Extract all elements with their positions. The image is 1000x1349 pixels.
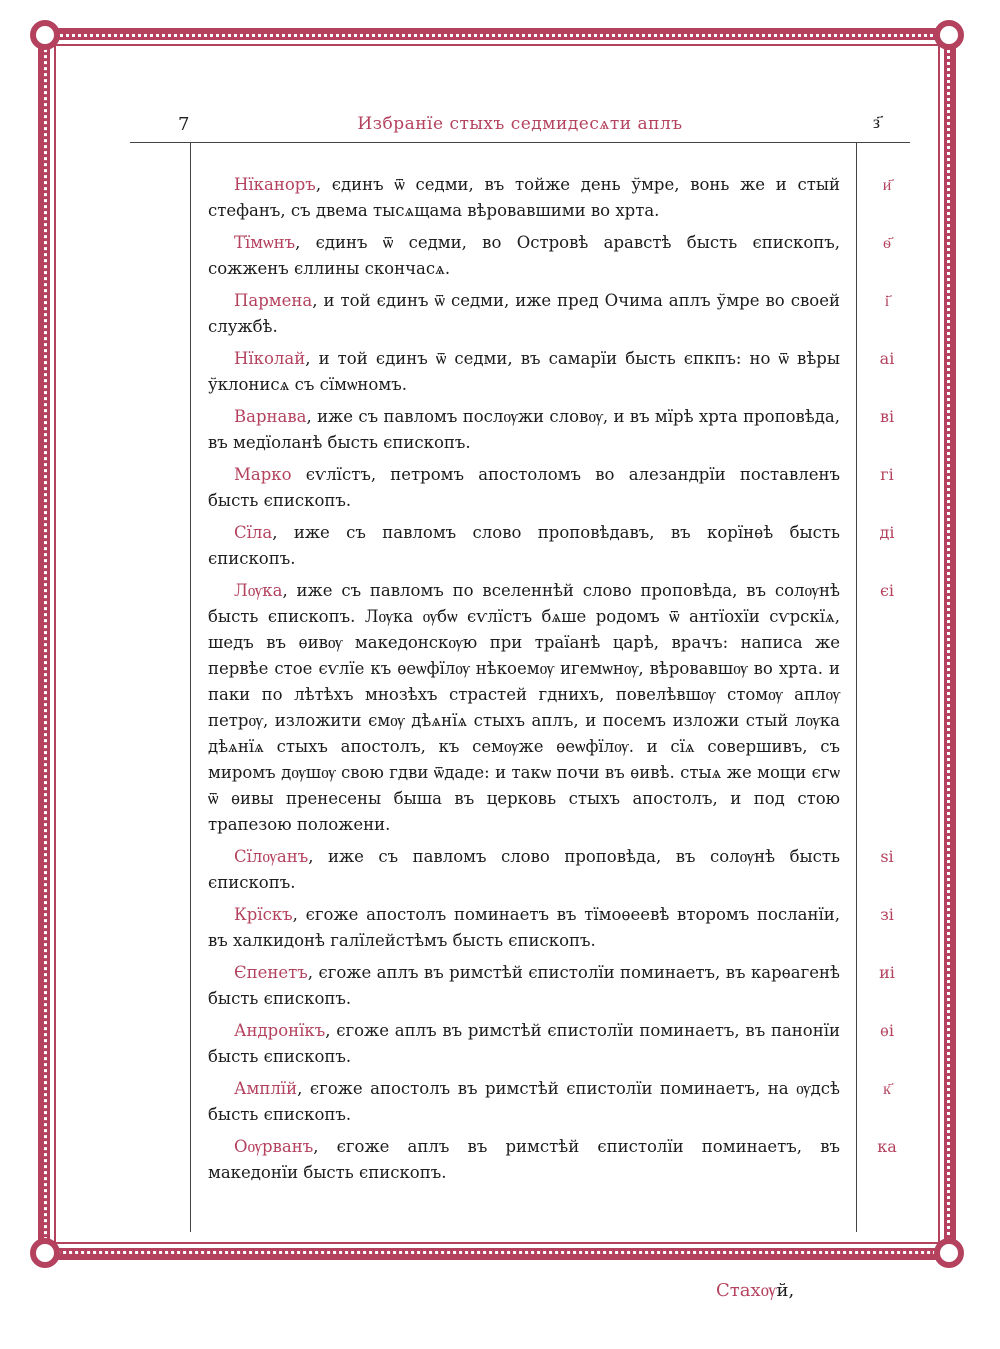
running-title: Избранїе стыхъ седмидесѧти аплъ [357, 114, 683, 134]
corner-ornament [934, 20, 964, 50]
entry-text: , иже съ павломъ слово проповѣдавъ, въ корїнѳѣ бысть єпископъ. [208, 523, 840, 568]
entry-name: Крїскъ [234, 905, 293, 924]
entry-paragraph [208, 578, 895, 838]
entry-text: , и той єдинъ ѿ седми, иже пред Очима аплъ ўмре во своей службѣ. [208, 291, 840, 336]
entry-name: Марко [234, 465, 292, 484]
entry-name: Нїколай [234, 349, 306, 368]
entry-name: Лѹка [234, 581, 283, 600]
entry-name: Оѹрванъ [234, 1137, 314, 1156]
entry-name: Тїмѡнъ [234, 233, 296, 252]
entry-paragraph [208, 288, 890, 340]
entry-number: ѕі [880, 847, 894, 866]
entry-number: ді [879, 523, 895, 542]
entry-paragraph [208, 520, 895, 572]
entry-number: ѳі [880, 1021, 894, 1040]
corner-ornament [30, 20, 60, 50]
entry-number: и҃ [882, 175, 892, 194]
entry-text: , єдинъ ѿ седми, въ тойже день ўмре, вонь же и стый стефанъ, съ двема тысѧщама вѣровавшими во хрта. [208, 175, 840, 220]
entry-number: зі [880, 905, 894, 924]
entry-text: , єдинъ ѿ седми, во Островѣ аравстѣ бысть єпископъ, сожженъ єллины скончасѧ. [208, 233, 840, 278]
page-header [130, 106, 910, 143]
entry-text: , иже съ павломъ послѹжи словѹ, и въ мїрѣ хрта проповѣда, въ медїоланѣ бысть єпископъ. [208, 407, 840, 452]
entry-text: , єгоже апостолъ поминаетъ въ тїмоѳеевѣ второмъ посланїи, въ халкидонѣ галїлейстѣмъ бысть єпископъ. [208, 905, 840, 950]
entry-paragraph [208, 1076, 891, 1128]
entry-paragraph [208, 462, 894, 514]
entry-paragraph [208, 172, 892, 224]
entry-number: к҃ [883, 1079, 891, 1098]
catchword [716, 1280, 794, 1301]
entry-name: Варнава [234, 407, 307, 426]
entry-paragraph [208, 844, 894, 896]
entry-paragraph [208, 902, 894, 954]
entry-number: і҃ [884, 291, 890, 310]
entry-name: Амплїй [234, 1079, 298, 1098]
entry-name: Андронїкъ [234, 1021, 326, 1040]
entry-text: , єгоже аплъ въ римстѣй єпистолїи поминаетъ, въ панонїи бысть єпископъ. [208, 1021, 840, 1066]
entry-name: Єпенетъ [234, 963, 308, 982]
entry-name: Нїканоръ [234, 175, 316, 194]
entry-text: , и той єдинъ ѿ седми, въ самарїи бысть єпкпъ: но ѿ вѣры ўклонисѧ съ сїмѡномъ. [208, 349, 840, 394]
entry-number: ка [877, 1137, 897, 1156]
entry-name: Сїла [234, 523, 273, 542]
catchword-red: Стахѹ [716, 1280, 777, 1301]
entry-number: аі [879, 349, 895, 368]
entry-paragraph [208, 346, 895, 398]
ornamental-border [38, 28, 956, 1260]
entry-text: єѵлїстъ, петромъ апостоломъ во алезандрїи поставленъ бысть єпископъ. [208, 465, 840, 510]
entry-text: , єгоже аплъ въ римстѣй єпистолїи поминаетъ, въ македонїи бысть єпископъ. [208, 1137, 840, 1182]
entry-paragraph [208, 960, 895, 1012]
entry-text: , иже съ павломъ по вселеннѣй слово проповѣда, въ солѹнѣ бысть єпископъ. Лѹка ѹбѡ єѵлїстъ бѧше родомъ ѿ антїохїи сѵрскїѧ, шедъ въ ѳивѹ македонскѹю при траїанѣ царѣ, врачъ: написа же первѣе стое єѵлїе къ ѳеѡфїлѹ нѣкоемѹ игемѡнѹ, вѣровавшѹ во хрта. и паки по лѣтѣхъ мнозѣхъ страстей гднихъ, повелѣвшѹ стомѹ аплѹ петрѹ, изложити ємѹ дѣѧнїѧ стыхъ аплъ, и посемъ изложи стый лѹка дѣѧнїѧ стыхъ апостолъ, къ семѹже ѳеѡфїлѹ. и сїѧ совершивъ, съ миромъ дѹшѹ свою гдви ѿдаде: и такѡ почи въ ѳивѣ. стыѧ же мощи єгѡ ѿ ѳивы пренесены быша въ церковь стыхъ апостолъ, и под стою трапезою положени. [208, 581, 840, 834]
page-number-left: 7 [178, 114, 190, 135]
entry-name: Сїлѹанъ [234, 847, 309, 866]
entry-text: , єгоже апостолъ въ римстѣй єпистолїи поминаетъ, на ѹдсѣ бысть єпископъ. [208, 1079, 840, 1124]
entry-number: ві [879, 407, 895, 426]
entry-text: , єгоже аплъ въ римстѣй єпистолїи поминаетъ, въ карѳагенѣ бысть єпископъ. [208, 963, 840, 1008]
entry-number: гі [880, 465, 894, 484]
entry-number: иі [879, 963, 895, 982]
entry-paragraph [208, 1018, 894, 1070]
entry-paragraph [208, 1134, 897, 1186]
entry-name: Пармена [234, 291, 313, 310]
catchword-rest: й, [776, 1280, 795, 1301]
corner-ornament [934, 1238, 964, 1268]
corner-ornament [30, 1238, 60, 1268]
entry-number: ѳ҃ [883, 233, 891, 252]
body-text [208, 172, 897, 1192]
entry-text: , иже съ павломъ слово проповѣда, въ солѹнѣ бысть єпископъ. [208, 847, 840, 892]
page-number-right: з҃ [872, 112, 880, 133]
entry-number: єі [879, 581, 895, 600]
left-margin-rule [190, 142, 191, 1232]
right-margin-rule [856, 142, 857, 1232]
entry-paragraph [208, 404, 895, 456]
text-panel [130, 106, 910, 1266]
entry-paragraph [208, 230, 891, 282]
